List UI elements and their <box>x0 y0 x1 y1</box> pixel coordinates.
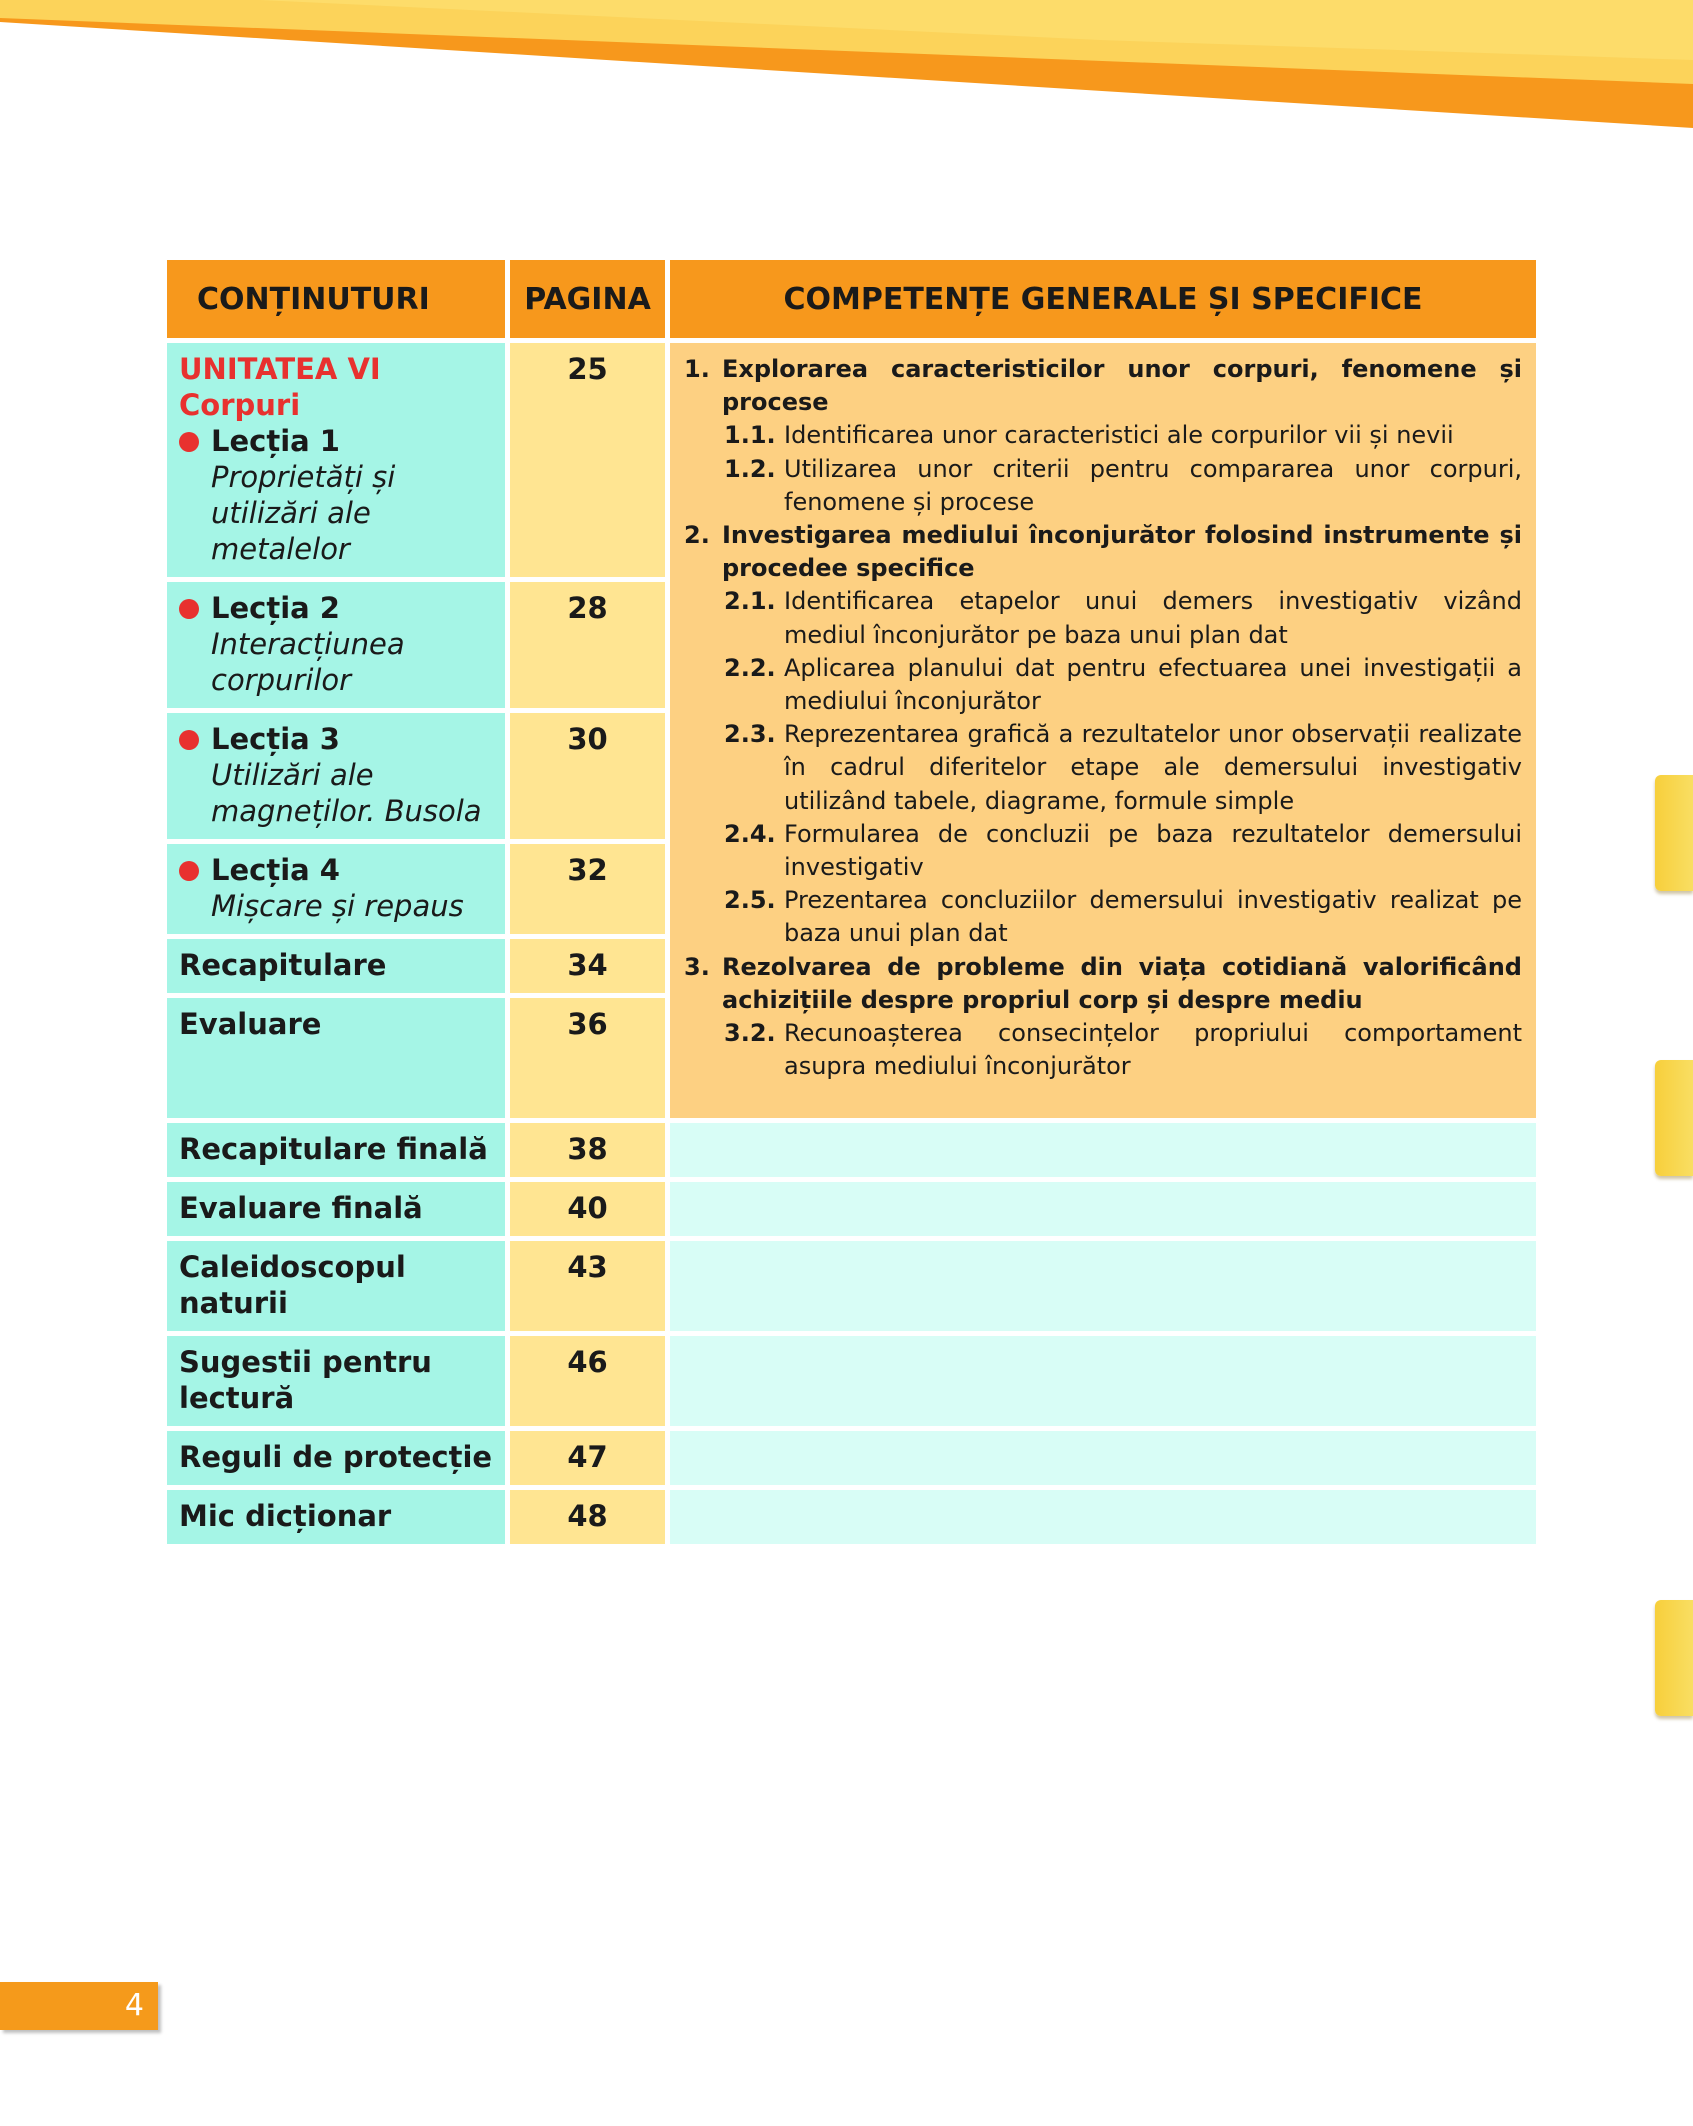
final-row-label: Mic dicționar <box>167 1490 505 1544</box>
final-row-label: Evaluare finală <box>167 1182 505 1236</box>
side-tab <box>1655 775 1693 891</box>
competences-cell <box>670 343 1536 1118</box>
table-row <box>167 343 1536 577</box>
page-number-cell: 34 <box>510 939 665 993</box>
evaluation-label: Evaluare <box>167 998 505 1118</box>
unit-cell <box>167 343 505 577</box>
empty-cell <box>670 1336 1536 1426</box>
competence-specific: 2.4. Formularea de concluzii pe baza rezultatelor demersului investigativ <box>724 819 1522 882</box>
page-number-cell: 36 <box>510 998 665 1118</box>
side-tab <box>1655 1600 1693 1716</box>
lesson-title: Utilizări ale magneților. Busola <box>211 758 482 828</box>
competence-general: 1. Explorarea caracteristicilor unor corpuri, fenomene și procese <box>684 355 1522 417</box>
lesson-title: Mișcare și repaus <box>211 889 464 923</box>
header-contents: CONȚINUTURI <box>167 260 505 338</box>
competence-specific: 2.1. Identificarea etapelor unui demers investigativ vizând mediul înconjurător pe baza unui plan dat <box>724 587 1522 649</box>
empty-cell <box>670 1241 1536 1331</box>
page-number-cell: 48 <box>510 1490 665 1544</box>
page-number-cell: 38 <box>510 1123 665 1177</box>
competence-specific: 2.3. Reprezentarea grafică a rezultatelor unor observații realizate în cadrul diferitelor etape ale demersului investigativ utilizând tabele, diagrame, formule simple <box>724 720 1522 815</box>
table-row <box>167 1123 1536 1177</box>
lesson-label: Lecția 4 <box>179 852 495 888</box>
page-number-cell: 32 <box>510 844 665 934</box>
bullet-dot-icon <box>179 599 199 619</box>
empty-cell <box>670 1123 1536 1177</box>
page-number-cell: 47 <box>510 1431 665 1485</box>
page-number-box <box>0 1982 158 2030</box>
competence-specific: 3.2. Recunoașterea consecințelor propriului comportament asupra mediului înconjurător <box>724 1019 1522 1081</box>
table-row <box>167 1431 1536 1485</box>
unit-name: Corpuri <box>179 388 301 422</box>
lesson-title: Proprietăți și utilizări ale metalelor <box>211 460 396 566</box>
lesson-label: Lecția 2 <box>179 590 495 626</box>
competence-specific: 2.5. Prezentarea concluziilor demersului investigativ realizat pe baza unui plan dat <box>724 886 1522 948</box>
lesson-cell <box>167 582 505 708</box>
page-number-cell: 40 <box>510 1182 665 1236</box>
lesson-label: Lecția 3 <box>179 721 495 757</box>
bullet-dot-icon <box>179 730 199 750</box>
page-number: 4 <box>124 1988 144 2023</box>
competence-specific: 1.2. Utilizarea unor criterii pentru compararea unor corpuri, fenomene și procese <box>724 454 1522 516</box>
page-number-cell: 46 <box>510 1336 665 1426</box>
unit-label: UNITATEA VI <box>179 352 381 386</box>
recap-label: Recapitulare <box>167 939 505 993</box>
bullet-dot-icon <box>179 861 199 881</box>
competence-general: 2. Investigarea mediului înconjurător folosind instrumente și procedee specifice <box>684 521 1522 583</box>
empty-cell <box>670 1490 1536 1544</box>
page-number-cell: 28 <box>510 582 665 708</box>
competence-specific: 2.2. Aplicarea planului dat pentru efectuarea unei investigații a mediului înconjurător <box>724 653 1522 716</box>
top-decorative-band <box>0 0 1693 140</box>
lesson-cell <box>167 844 505 934</box>
header-page: PAGINA <box>510 260 665 338</box>
empty-cell <box>670 1182 1536 1236</box>
header-competences: COMPETENȚE GENERALE ȘI SPECIFICE <box>670 260 1536 338</box>
table-row <box>167 1490 1536 1544</box>
page-number-cell: 30 <box>510 713 665 839</box>
final-row-label: Caleidoscopul naturii <box>167 1241 505 1331</box>
lesson-label: Lecția 1 <box>179 423 495 459</box>
table-row <box>167 1336 1536 1426</box>
page-number-cell: 25 <box>510 343 665 577</box>
lesson-cell <box>167 713 505 839</box>
final-row-label: Recapitulare finală <box>167 1123 505 1177</box>
table-row <box>167 1241 1536 1331</box>
lesson-title: Interacțiunea corpurilor <box>211 627 405 697</box>
competence-general: 3. Rezolvarea de probleme din viața cotidiană valorificând achizițiile despre propriul corp și despre mediu <box>684 952 1522 1014</box>
bullet-dot-icon <box>179 432 199 452</box>
page-number-cell: 43 <box>510 1241 665 1331</box>
table-header-row <box>167 260 1536 338</box>
table-row <box>167 1182 1536 1236</box>
final-row-label: Sugestii pentru lectură <box>167 1336 505 1426</box>
competence-specific: 1.1. Identificarea unor caracteristici ale corpurilor vii și nevii <box>724 421 1454 450</box>
final-row-label: Reguli de protecție <box>167 1431 505 1485</box>
side-tab <box>1655 1060 1693 1176</box>
empty-cell <box>670 1431 1536 1485</box>
contents-table <box>162 255 1541 1549</box>
